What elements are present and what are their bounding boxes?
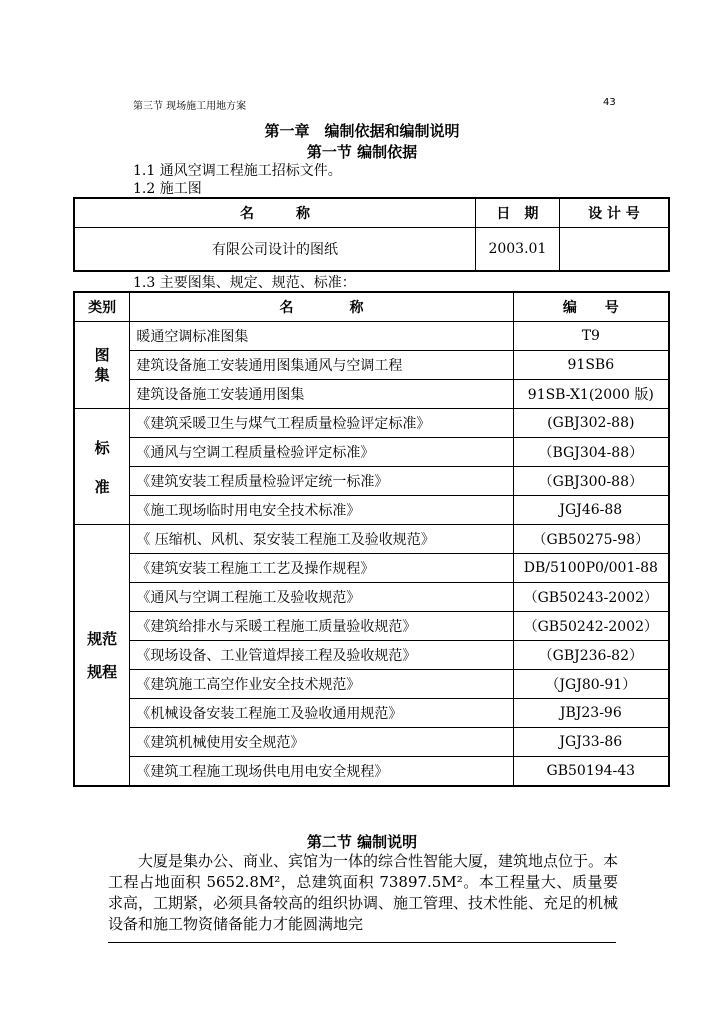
row-code: （GB50243-2002） [513,583,669,612]
table-row [74,409,669,438]
table-row [74,728,669,757]
category-standard [74,409,130,525]
row-name: 《 压缩机、风机、泵安装工程施工及验收规范》 [130,525,513,554]
item-1-1: 1.1 通风空调工程施工招标文件。 [133,163,342,179]
footer-rule [108,942,616,943]
table-row [74,380,669,409]
standards-table [73,291,670,787]
page-number: 43 [603,97,616,108]
row-code: 91SB6 [513,351,669,380]
category-atlas [74,322,130,409]
header-date: 日 期 [475,198,559,228]
row-code: （GBJ236-82） [513,641,669,670]
row-name: 《建筑给排水与采暖工程施工质量验收规范》 [130,612,513,641]
item-1-3: 1.3 主要图集、规定、规范、标准： [133,275,356,291]
header-name: 名 称 [130,292,513,322]
row-name: 暖通空调标准图集 [130,322,513,351]
header-category: 类别 [74,292,130,322]
row-name: 《建筑安装工程施工工艺及操作规程》 [130,554,513,583]
category-standard-label-2: 准 [94,477,110,496]
row-code: 91SB-X1(2000 版) [513,380,669,409]
table-row [74,496,669,525]
item-1-2: 1.2 施工图 [133,181,202,197]
header-name: 名 称 [74,198,475,228]
row-code: GB50194-43 [513,757,669,787]
table-row [74,322,669,351]
row-name: 建筑设备施工安装通用图集 [130,380,513,409]
row-name: 《建筑机械使用安全规范》 [130,728,513,757]
table-row [74,641,669,670]
row-code: （GB50242-2002） [513,612,669,641]
row-name: 建筑设备施工安装通用图集通风与空调工程 [130,351,513,380]
table-row [74,757,669,787]
category-standard-label-1: 标 [94,438,110,457]
table-row [74,670,669,699]
table-row [74,612,669,641]
category-spec-label-1: 规范 [87,630,118,648]
row-code: JGJ33-86 [513,728,669,757]
table-row [74,525,669,554]
running-header-title: 第三节 现场施工用地方案 [133,101,247,112]
row-name: 《建筑施工高空作业安全技术规范》 [130,670,513,699]
drawing-design-no [559,228,669,272]
row-code: （GB50275-98） [513,525,669,554]
category-spec [74,525,130,787]
section1-title: 第一节 编制依据 [306,143,418,161]
row-name: 《施工现场临时用电安全技术标准》 [130,496,513,525]
table-row [74,583,669,612]
drawings-table [73,197,670,272]
table-row [74,438,669,467]
row-code: （JGJ80-91） [513,670,669,699]
row-code: JBJ23-96 [513,699,669,728]
table-row [74,351,669,380]
table-row [74,699,669,728]
header-number: 编 号 [513,292,669,322]
row-name: 《通风与空调工程质量检验评定标准》 [130,438,513,467]
row-code: DB/5100P0/001-88 [513,554,669,583]
row-name: 《建筑采暖卫生与煤气工程质量检验评定标准》 [130,409,513,438]
header-design-no: 设 计 号 [559,198,669,228]
row-code: T9 [513,322,669,351]
section2-title: 第二节 编制说明 [306,833,418,851]
row-code: JGJ46-88 [513,496,669,525]
chapter-title: 第一章 编制依据和编制说明 [264,122,460,140]
row-name: 《通风与空调工程施工及验收规范》 [130,583,513,612]
category-spec-label-2: 规程 [87,663,118,681]
drawing-date: 2003.01 [475,228,559,272]
row-name: 《现场设备、工业管道焊接工程及验收规范》 [130,641,513,670]
table-row [74,554,669,583]
row-name: 《机械设备安装工程施工及验收通用规范》 [130,699,513,728]
category-atlas-label: 图集 [94,346,110,384]
row-code: （BGJ304-88） [513,438,669,467]
row-name: 《建筑工程施工现场供电用电安全规程》 [130,757,513,787]
row-code: (GBJ302-88) [513,409,669,438]
row-name: 《建筑安装工程质量检验评定统一标准》 [130,467,513,496]
description-paragraph: 大厦是集办公、商业、宾馆为一体的综合性智能大厦，建筑地点位于。本工程占地面积 5652.8M²，总建筑面积 73897.5M²。本工程量大、质量要求高，工期紧，必须具备较高的组织协调、施工管理、技术性能、充足的机械设备和施工物资储备能力才能圆满地完 [108,852,619,933]
table-row [74,467,669,496]
drawing-name: 有限公司设计的图纸 [74,228,475,272]
row-code: （GBJ300-88） [513,467,669,496]
